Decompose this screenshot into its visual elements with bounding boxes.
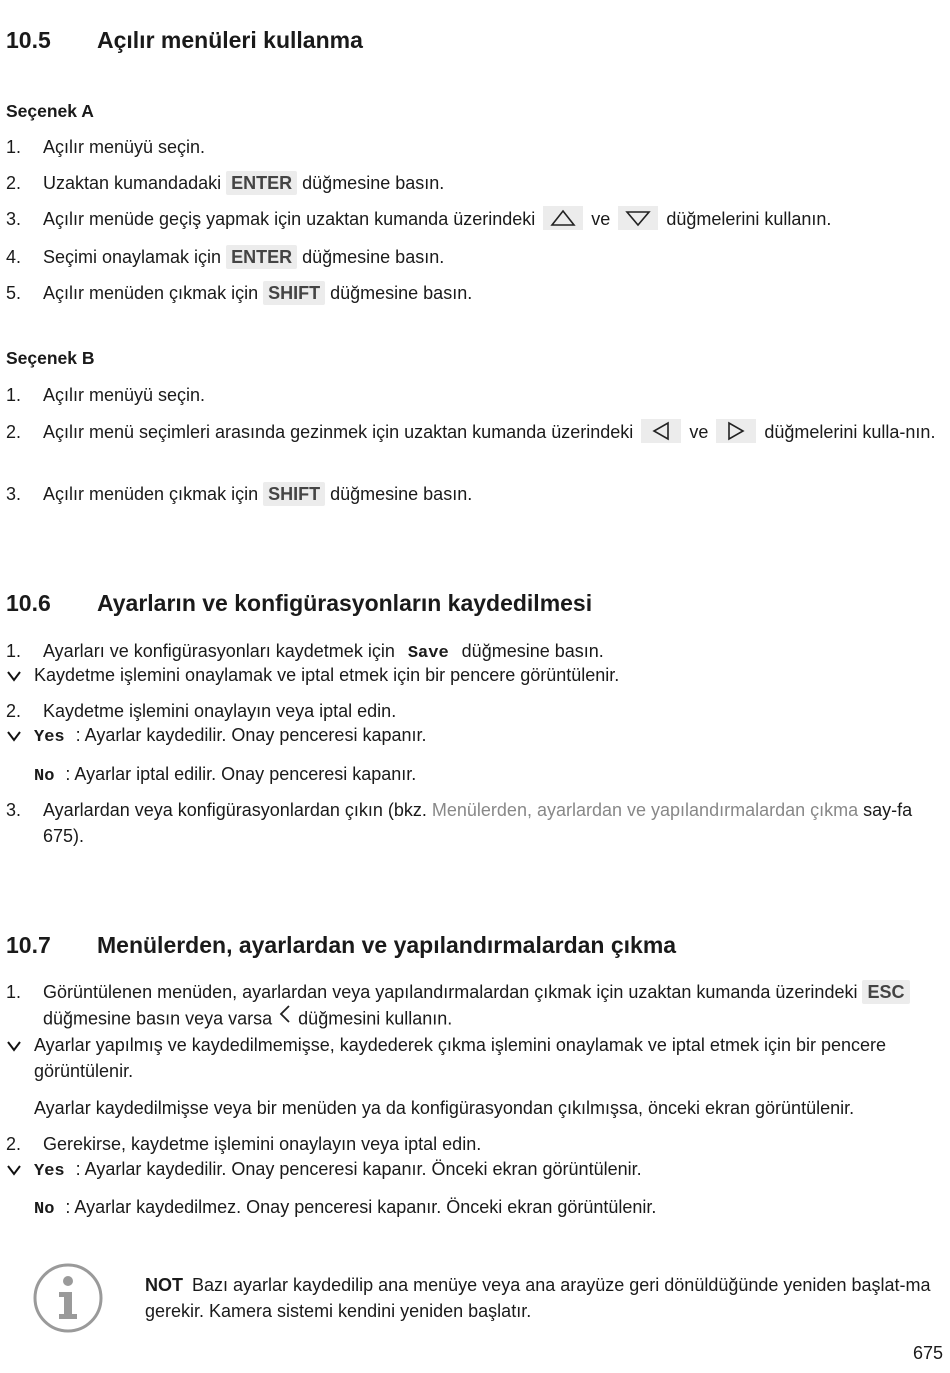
heading-10-5 [6,27,363,54]
save-key: Save [407,644,449,663]
heading-10-7 [6,932,676,959]
triangle-left-icon [641,419,681,443]
list-item: 2. Kaydetme işlemini onaylayın veya iptal edin. [6,701,397,721]
list-item: 3. Açılır menüden çıkmak için SHIFT düğmesine basın. [6,484,473,504]
yes-key: Yes [34,728,65,747]
triangle-right-icon [716,419,756,443]
shift-key: SHIFT [263,482,325,506]
paragraph: Ayarlar kaydedilmişse veya bir menüden ya da konfigürasyondan çıkılmışsa, önceki ekran görüntülenir. [34,1098,855,1118]
shift-key: SHIFT [263,281,325,305]
no-key: No [34,1200,55,1219]
no-line: No : Ayarlar kaydedilmez. Onay penceresi kapanır. Önceki ekran görüntülenir. [34,1197,657,1219]
triangle-down-icon [618,206,658,230]
list-item: 1. Görüntülenen menüden, ayarlardan veya yapılandırmalardan çıkmak için uzaktan kumanda üzerindeki ESC düğmesine basın veya varsa düğmesini kullanın. [6,979,942,1034]
result-chevron-icon [6,722,22,757]
triangle-up-icon [543,206,583,230]
result-chevron-icon [6,662,22,697]
list-item: 5. Açılır menüden çıkmak için SHIFT düğmesine basın. [6,283,473,303]
chevron-left-icon [277,1003,293,1032]
enter-key: ENTER [226,245,297,269]
section-title: Ayarların ve konfigürasyonların kaydedilmesi [97,590,593,616]
section-number: 10.6 [6,590,51,616]
list-item: 2. Açılır menü seçimleri arasında gezinmek için uzaktan kumanda üzerindeki ve düğmelerini kulla-nın. [6,419,942,445]
section-title: Açılır menüleri kullanma [97,27,363,53]
note-text: NOT Bazı ayarlar kaydedilip ana menüye veya ana arayüze geri dönüldüğünde yeniden başlat-ma gerekir. Kamera sistemi kendini yeniden başlatır. [145,1275,931,1321]
list-item: 3. Ayarlardan veya konfigürasyonlardan çıkın (bkz. Menülerden, ayarlardan ve yapılandırmalardan çıkma say-fa 675). [6,800,913,846]
list-item: 1. Açılır menüyü seçin. [6,385,206,405]
enter-key: ENTER [226,171,297,195]
list-item: 2. Uzaktan kumandadaki ENTER düğmesine basın. [6,173,445,193]
yes-key: Yes [34,1162,65,1181]
info-circle-icon [32,1262,104,1334]
result-line: Kaydetme işlemini onaylamak ve iptal etmek için bir pencere görüntülenir. [6,662,942,688]
result-line: Yes : Ayarlar kaydedilir. Onay penceresi kapanır. Önceki ekran görüntülenir. [6,1156,942,1185]
result-chevron-icon [6,1156,22,1191]
list-item: 2. Gerekirse, kaydetme işlemini onaylayın veya iptal edin. [6,1134,482,1154]
list-item: 1. Açılır menüyü seçin. [6,137,206,157]
note-label: NOT [145,1275,183,1295]
option-a-heading: Seçenek A [6,101,94,121]
cross-reference-link[interactable]: Menülerden, ayarlardan ve yapılandırmalardan çıkma [431,800,859,820]
section-number: 10.5 [6,27,51,53]
list-item: 3. Açılır menüde geçiş yapmak için uzaktan kumanda üzerindeki ve düğmelerini kullanın. [6,206,942,232]
option-b-heading: Seçenek B [6,348,95,368]
no-line: No : Ayarlar iptal edilir. Onay penceresi kapanır. [34,764,417,786]
result-line: Ayarlar yapılmış ve kaydedilmemişse, kaydederek çıkma işlemini onaylamak ve iptal etmek için bir pencere görüntülenir. [6,1032,942,1084]
list-item: 4. Seçimi onaylamak için ENTER düğmesine basın. [6,247,445,267]
esc-key: ESC [862,980,909,1004]
page-number: 675 [912,1343,943,1363]
heading-10-6 [6,590,592,617]
result-line: Yes : Ayarlar kaydedilir. Onay penceresi kapanır. [6,722,942,751]
no-key: No [34,767,55,786]
section-title: Menülerden, ayarlardan ve yapılandırmalardan çıkma [97,932,677,958]
result-chevron-icon [6,1032,22,1067]
list-item: 1. Ayarları ve konfigürasyonları kaydetmek için Save düğmesine basın. [6,641,604,663]
section-number: 10.7 [6,932,51,958]
